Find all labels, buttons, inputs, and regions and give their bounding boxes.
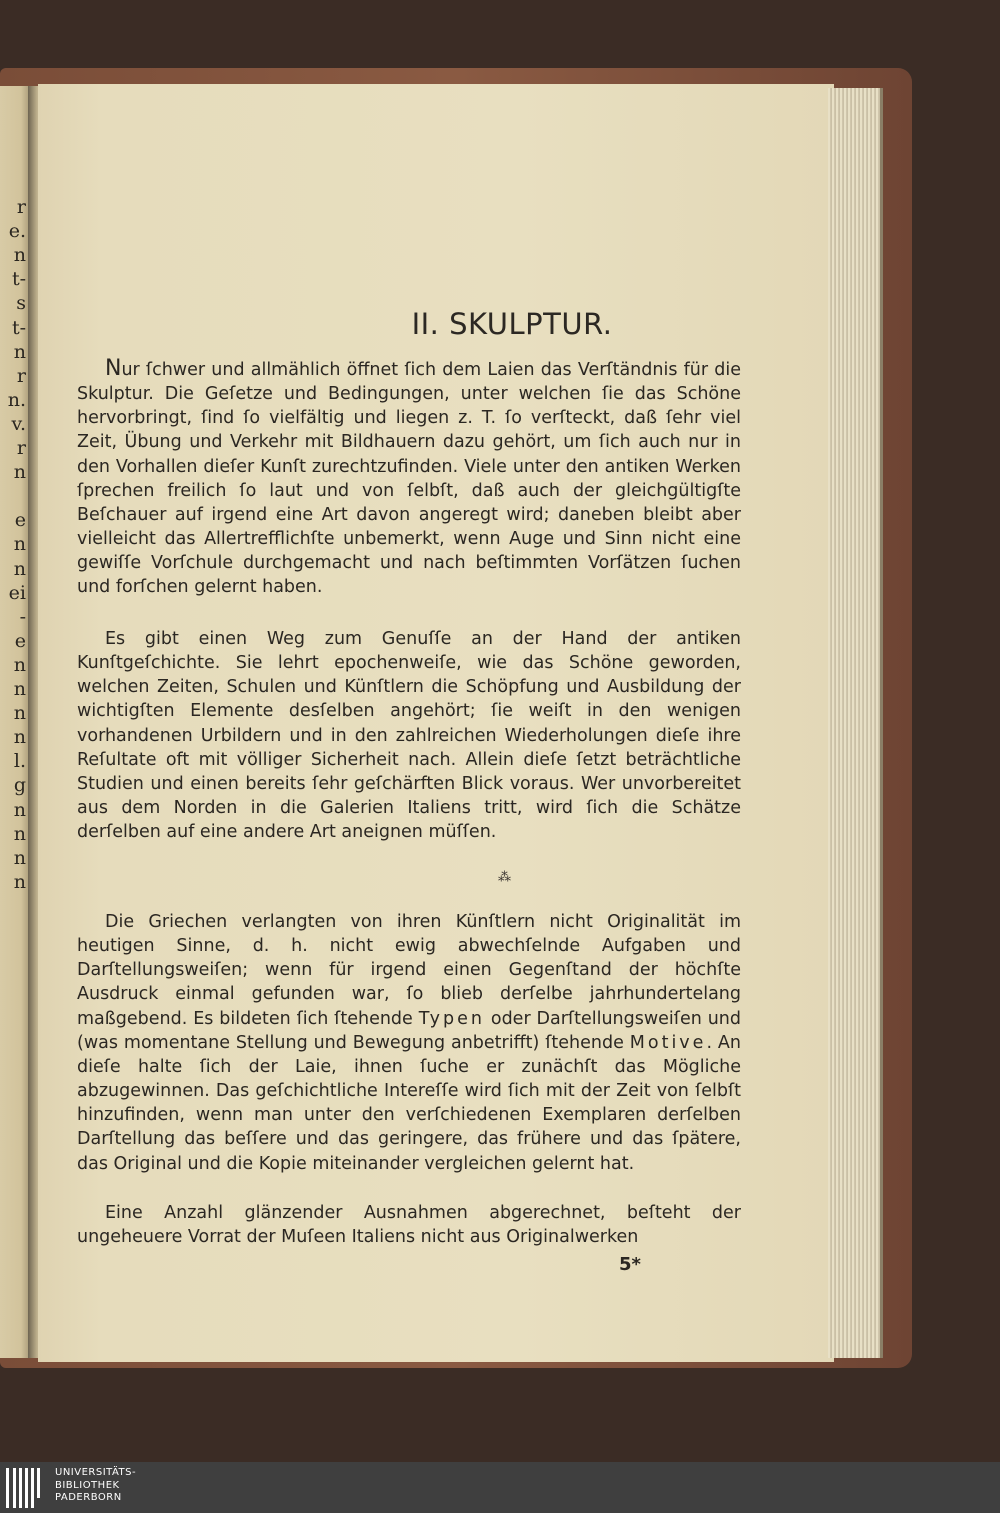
section-ornament: ⁂ (498, 870, 510, 885)
page-stack-edge (828, 88, 883, 1358)
library-logo-icon (6, 1468, 46, 1508)
left-page-fragment: e (14, 629, 26, 652)
paragraph-3-text-a: Die Griechen verlangten von ihren Künſtlern nicht Originalität im heutigen Sinne, d. h. nicht ewig abwechſelnde Aufgaben und Darſtellungsweiſen; wenn für irgend einen Gegenſtand der höchſte Ausdruck einmal gefunden war, ſo blieb derſelbe jahrhundertelang maßgebend. Es bildeten ſich ſtehende (77, 912, 741, 1029)
left-page-fragment (0, 485, 30, 507)
paragraph-3 (77, 910, 741, 1176)
left-page-fragment: s (16, 292, 26, 315)
left-page-fragment: n (13, 846, 26, 869)
paragraph-4: Eine Anzahl glänzender Ausnahmen abgerechnet, beſteht der ungeheuere Vorrat der Muſeen Italiens nicht aus Originalwerken (77, 1203, 741, 1248)
logo-bar (37, 1468, 40, 1498)
logo-bar (6, 1468, 9, 1508)
left-page-fragment: n (13, 533, 26, 556)
left-page-fragment: l. (13, 750, 26, 773)
paragraph-3-spaced-b: Motive (629, 1032, 707, 1053)
logo-bar (19, 1468, 22, 1508)
logo-bar (25, 1468, 28, 1508)
left-page-fragment: e. (8, 220, 26, 243)
library-name-line-1: UNIVERSITÄTS- (55, 1467, 137, 1478)
left-page-edge (0, 86, 30, 1358)
left-page-fragment: r (16, 437, 26, 459)
left-page-fragment: n (13, 340, 26, 363)
drop-initial: N (105, 356, 122, 381)
left-page-fragment: n (13, 702, 26, 725)
left-page-fragment: n (13, 822, 26, 845)
left-page-fragment: n (13, 557, 26, 580)
left-page-fragment: n (13, 678, 26, 700)
library-name (55, 1467, 136, 1505)
paragraph-3-text-b: oder Darſtellungsweiſen und (was momentane Stellung und Bewegung anbetrifft) ſtehende (77, 1008, 741, 1053)
left-page-fragment: n (13, 870, 26, 893)
paragraph-2: Es gibt einen Weg zum Genuſſe an der Hand der antiken Kunſtgeſchichte. Sie lehrt epochenweiſe, wie das Schöne geworden, welchen Zeiten, Schulen und Künſtlern die Schöpfung und Ausbildung der wichtigſten Elemente desſelben angehört; ſie weiſt in den wenigen vorhandenen Urbildern und in den zahlreichen Wiederholungen dieſe ihre Reſultate oft mit völliger Sicherheit nach. Allein dieſe ſetzt beträchtliche Studien und einen bereits ſehr geſchärften Blick voraus. Wer unvorbereitet aus dem Norden in die Galerien Italiens tritt, wird ſich die Schätze derſelben auf eine andere Art aneignen müſſen. (77, 629, 741, 843)
library-name-line-2: BIBLIOTHEK (55, 1479, 120, 1491)
left-page-fragment: r (16, 196, 26, 218)
left-page-fragment: n (13, 653, 26, 676)
left-page-fragment: n (13, 726, 26, 749)
library-name-line-3: PADERBORN (55, 1492, 122, 1503)
left-page-fragment: r (16, 364, 26, 387)
left-page-fragment: t- (11, 268, 26, 291)
paragraph-3-spaced-a: Typen (418, 1008, 485, 1029)
left-page-fragment: n (13, 461, 26, 484)
left-page-fragment: v. (11, 412, 26, 435)
paragraph-1 (77, 357, 741, 600)
left-page-fragment: g (13, 774, 26, 797)
chapter-heading: II. SKULPTUR. (411, 307, 613, 341)
left-page-fragment: n (13, 244, 26, 267)
left-page-fragment: t- (11, 316, 26, 339)
paragraph-3-text-c: . An dieſe halte ſich der Laie, ihnen ſuche er zunächſt das Mögliche abzugewinnen. Das geſchichtliche Intereſſe wird ſich mit der Zeit von ſelbſt hinzufinden, wenn man unter den verſchiedenen Exemplaren derſelben Darſtellung das beſſere und das geringere, das frühere und das ſpätere, das Original und die Kopie miteinander vergleichen gelernt hat. (77, 1032, 741, 1174)
left-page-fragment: e (14, 509, 26, 532)
left-page-fragment: n. (7, 388, 26, 411)
page-number: 5* (619, 1254, 641, 1275)
logo-bar (31, 1468, 34, 1508)
left-page-fragment: - (19, 605, 26, 628)
left-page-fragment: n (13, 798, 26, 821)
left-page-fragment: ei (8, 581, 26, 604)
paragraph-1-text: ur ſchwer und allmählich öffnet ſich dem Laien das Verſtändnis für die Skulptur. Die Geſetze und Bedingungen, unter welchen ſie das Schöne hervorbringt, ſind ſo vielfältig und liegen z. T. ſo verſteckt, daß ſehr viel Zeit, Übung und Verkehr mit Bildhauern dazu gehört, um ſich auch nur in den Vorhallen dieſer Kunſt zurechtzufinden. Viele unter den antiken Werken ſprechen freilich ſo laut und von ſelbſt, daß auch der gleichgültigſte Beſchauer auf irgend eine Art davon angeregt wird; daneben bleibt aber vielleicht das Allertrefflichſte unbemerkt, wenn Auge und Sinn nicht eine gewiſſe Vorſchule durchgemacht und nach beſtimmten Vorſätzen ſuchen und forſchen gelernt haben. (77, 360, 741, 598)
logo-bar (13, 1468, 16, 1508)
library-footer (0, 1462, 1000, 1513)
